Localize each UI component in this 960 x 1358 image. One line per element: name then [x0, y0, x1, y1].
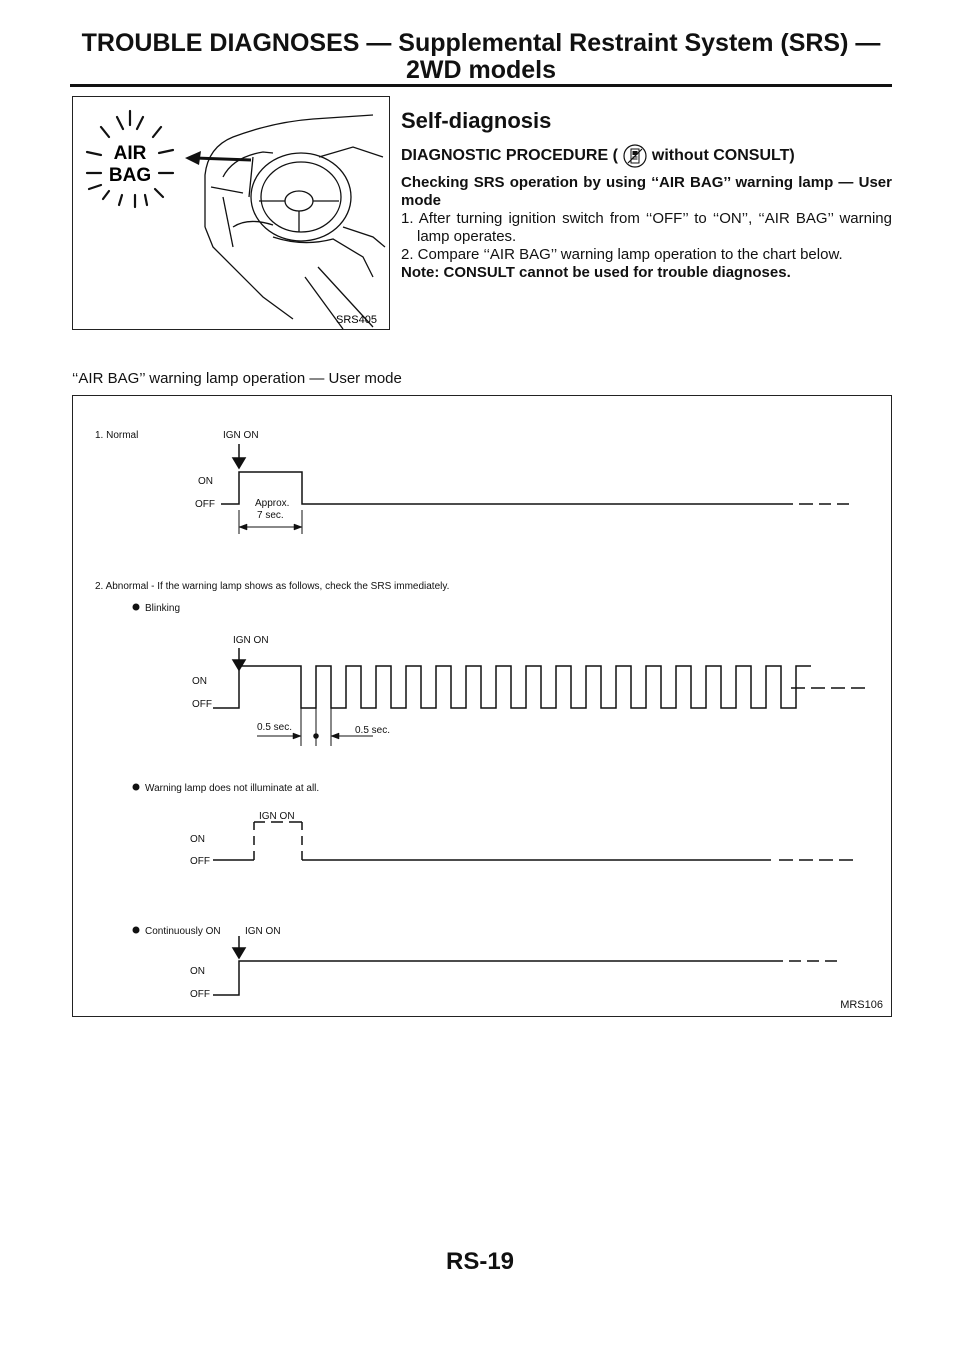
continuous-label: Continuously ON [145, 926, 221, 937]
lamp-text-air: AIR [113, 143, 147, 164]
abnormal-label: 2. Abnormal - If the warning lamp shows as follows, check the SRS immediately. [95, 581, 450, 592]
continuous-waveform [213, 936, 837, 995]
step-2: 2. Compare ‘‘AIR BAG’’ warning lamp operation to the chart below. [401, 246, 843, 263]
normal-waveform [221, 444, 849, 534]
chart-caption: ‘‘AIR BAG’’ warning lamp operation — User mode [72, 370, 402, 387]
normal-off-label: OFF [195, 499, 215, 510]
normal-on-label: ON [198, 476, 213, 487]
cont-on-label: ON [190, 966, 205, 977]
approx-line-2: 7 sec. [257, 510, 284, 521]
self-diagnosis-section [401, 108, 892, 282]
figure-code-mrs106: MRS106 [840, 999, 883, 1011]
check-heading: Checking SRS operation by using ‘‘AIR BAG’’ warning lamp — User mode [401, 174, 892, 209]
lamp-text-bag: BAG [108, 165, 152, 186]
figure-code-srs405: SRS405 [336, 314, 377, 326]
half-sec-right: 0.5 sec. [355, 725, 391, 736]
page-number: RS-19 [445, 1248, 515, 1275]
header-line-2: 2WD models [405, 56, 557, 84]
blink-on-label: ON [192, 676, 207, 687]
bullet-no-illum [133, 784, 140, 791]
bullet-continuous [133, 927, 140, 934]
half-sec-left: 0.5 sec. [257, 722, 293, 733]
step-1: 1. After turning ignition switch from ‘‘OFF’’ to ‘‘ON’’, ‘‘AIR BAG’’ warning lamp operates. [401, 210, 892, 245]
cont-ign-on: IGN ON [245, 926, 281, 937]
page-header [70, 30, 892, 84]
cont-off-label: OFF [190, 989, 210, 1000]
no-illum-waveform [213, 822, 853, 860]
blinking-label: Blinking [145, 603, 181, 614]
procedure-title-suffix: without CONSULT) [651, 147, 795, 164]
blinking-waveform [213, 648, 865, 746]
blink-off-label: OFF [192, 699, 212, 710]
procedure-title [401, 144, 892, 168]
blink-ign-on: IGN ON [233, 635, 269, 646]
noillum-on-label: ON [190, 834, 205, 845]
header-rule [70, 84, 892, 87]
normal-ign-on: IGN ON [223, 430, 259, 441]
warning-lamp-chart [72, 395, 892, 1017]
header-line-1: TROUBLE DIAGNOSES — Supplemental Restraint System (SRS) — [81, 29, 881, 57]
noillum-ign-on: IGN ON [259, 811, 295, 822]
warning-lamp-timing-diagram [73, 396, 891, 1016]
section-title: Self-diagnosis [401, 108, 552, 133]
dashboard-drawing [205, 115, 385, 329]
airbag-lamp-figure [72, 96, 390, 330]
consult-unit-icon [623, 144, 647, 168]
procedure-title-prefix: DIAGNOSTIC PROCEDURE ( [401, 147, 618, 164]
no-illum-label: Warning lamp does not illuminate at all. [145, 783, 320, 794]
bullet-blinking [133, 604, 140, 611]
airbag-lamp-illustration [73, 97, 389, 329]
note: Note: CONSULT cannot be used for trouble diagnoses. [401, 264, 791, 281]
approx-line-1: Approx. [255, 498, 290, 509]
normal-label: 1. Normal [95, 430, 139, 441]
noillum-off-label: OFF [190, 856, 210, 867]
